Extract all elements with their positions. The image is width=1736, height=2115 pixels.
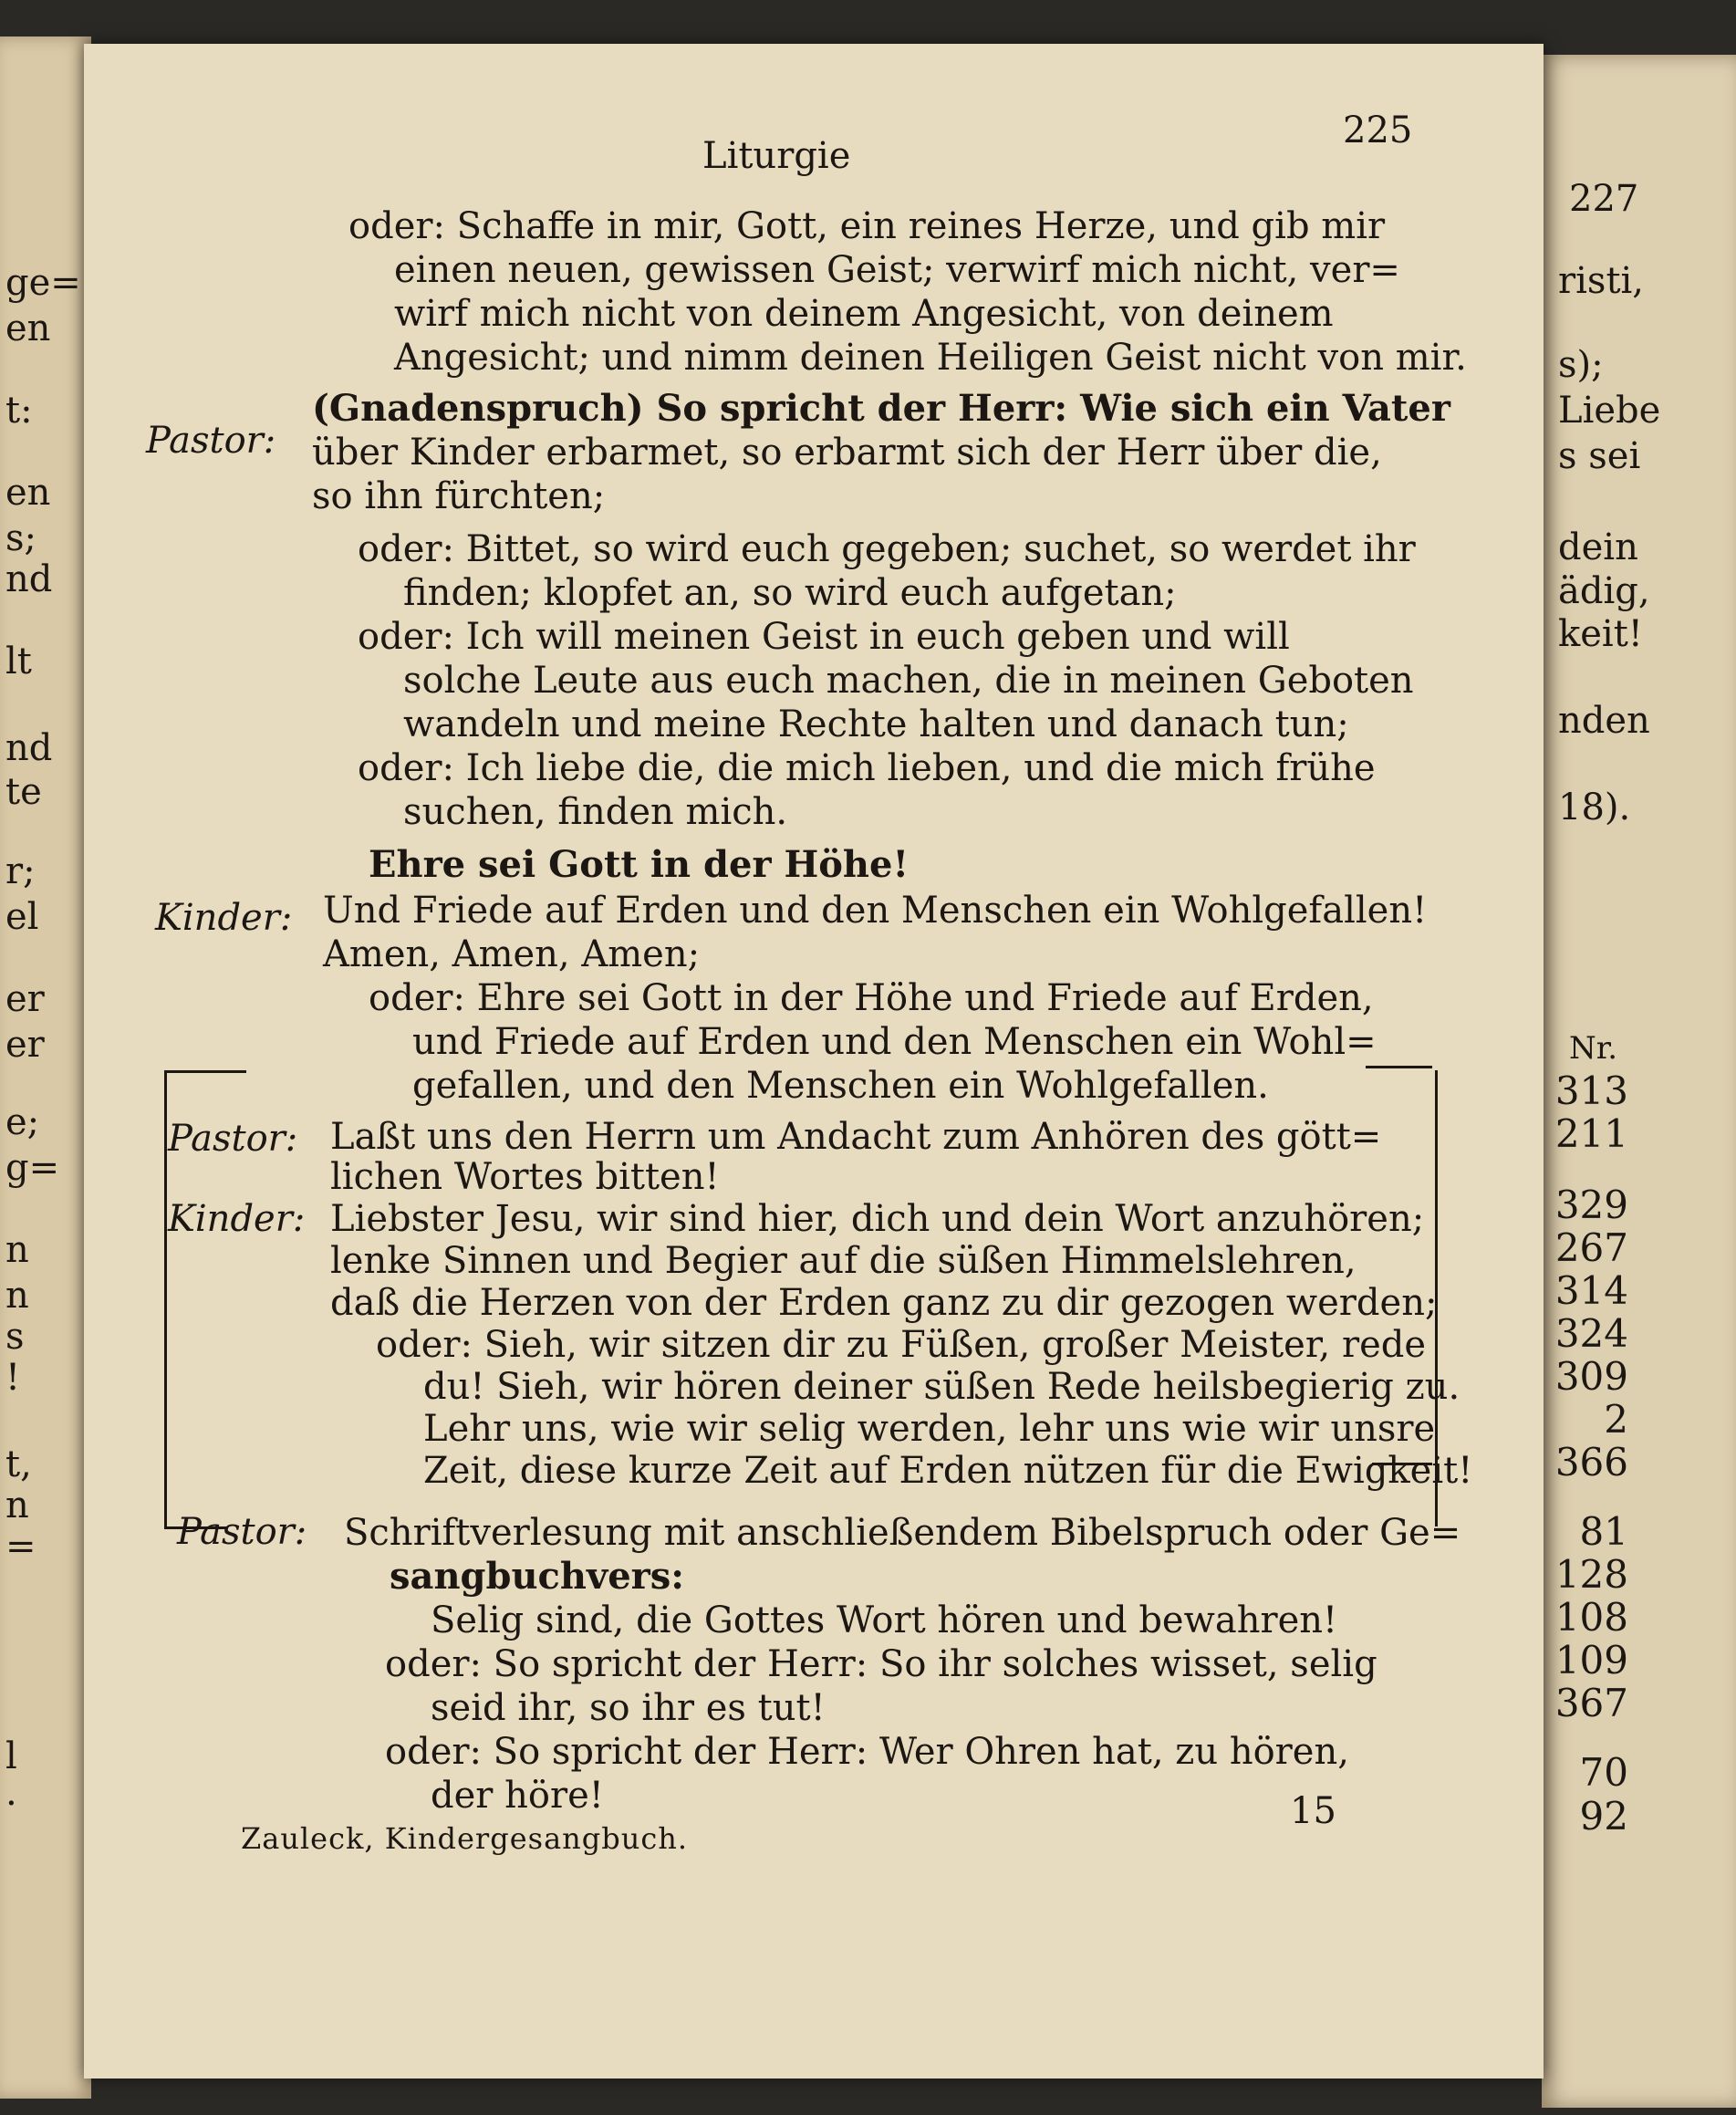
hymn-number: 128: [1554, 1552, 1628, 1597]
speaker-pastor: Pastor:: [168, 1118, 298, 1160]
liturgy-line: suchen, finden mich.: [403, 791, 788, 833]
left-fragment: lt: [5, 641, 32, 682]
hymn-number: 367: [1554, 1681, 1628, 1725]
hymn-number: 366: [1554, 1440, 1628, 1485]
liturgy-line: lichen Wortes bitten!: [330, 1156, 720, 1198]
liturgy-line: einen neuen, gewissen Geist; verwirf mich nicht, ver=: [394, 249, 1400, 291]
hymn-number: 324: [1554, 1311, 1628, 1356]
left-fragment: e;: [5, 1101, 40, 1143]
liturgy-line: über Kinder erbarmet, so erbarmt sich der Herr über die,: [312, 432, 1382, 474]
liturgy-line: seid ihr, so ihr es tut!: [431, 1687, 826, 1729]
left-fragment: er: [5, 1024, 45, 1066]
hymn-number: 329: [1554, 1183, 1628, 1227]
liturgy-heading: Ehre sei Gott in der Höhe!: [369, 843, 910, 886]
liturgy-line: Lehr uns, wie wir selig werden, lehr uns wie wir unsre: [423, 1408, 1436, 1450]
left-fragment: t:: [5, 390, 33, 432]
liturgy-line: wirf mich nicht von deinem Angesicht, von deinem: [394, 293, 1334, 335]
signature-mark: 15: [1290, 1790, 1336, 1832]
liturgy-line: oder: Ehre sei Gott in der Höhe und Friede auf Erden,: [369, 977, 1374, 1019]
hymn-number: 70: [1579, 1750, 1628, 1795]
left-fragment: l: [5, 1735, 17, 1777]
liturgy-line: Und Friede auf Erden und den Menschen ein Wohlgefallen!: [323, 890, 1428, 932]
left-fragment: nd: [5, 558, 53, 600]
left-fragment: en: [5, 307, 51, 349]
left-fragment: g=: [5, 1147, 60, 1189]
box-corner-rule: [1366, 1066, 1432, 1068]
hymn-number: 313: [1554, 1068, 1628, 1113]
left-fragment: ge=: [5, 262, 81, 304]
liturgy-line: oder: So spricht der Herr: Wer Ohren hat, zu hören,: [385, 1731, 1349, 1773]
hymn-number: 109: [1554, 1638, 1628, 1683]
liturgy-line: oder: Bittet, so wird euch gegeben; suchet, so werdet ihr: [358, 528, 1416, 570]
hymn-number: 314: [1554, 1268, 1628, 1313]
liturgy-line: oder: Ich liebe die, die mich lieben, und die mich frühe: [358, 747, 1376, 789]
main-page: [84, 44, 1544, 2079]
right-fragment: dein: [1558, 526, 1638, 568]
right-page-number: 227: [1569, 178, 1639, 220]
right-fragment: s);: [1558, 344, 1604, 386]
left-fragment: el: [5, 896, 39, 938]
left-fragment: n: [5, 1229, 29, 1271]
left-fragment: n: [5, 1485, 29, 1526]
liturgy-line: daß die Herzen von der Erden ganz zu dir gezogen werden;: [330, 1282, 1438, 1324]
liturgy-line: (Gnadenspruch) So spricht der Herr: Wie sich ein Vater: [312, 387, 1450, 430]
liturgy-line: Selig sind, die Gottes Wort hören und bewahren!: [431, 1599, 1338, 1641]
left-fragment: =: [5, 1526, 36, 1568]
left-fragment: er: [5, 978, 45, 1020]
left-fragment: r;: [5, 850, 36, 892]
left-fragment: t,: [5, 1443, 32, 1485]
right-fragment: nden: [1558, 700, 1650, 742]
liturgy-line: lenke Sinnen und Begier auf die süßen Himmelslehren,: [330, 1240, 1357, 1282]
left-page-edge: [0, 36, 91, 2099]
left-fragment: te: [5, 771, 42, 813]
liturgy-line: oder: Schaffe in mir, Gott, ein reines Herze, und gib mir: [348, 205, 1386, 247]
right-fragment: risti,: [1558, 260, 1645, 302]
left-fragment: !: [5, 1357, 21, 1399]
right-fragment: 18).: [1558, 787, 1631, 828]
liturgy-line: Schriftverlesung mit anschließendem Bibelspruch oder Ge=: [344, 1512, 1461, 1554]
hymn-number: 267: [1554, 1225, 1628, 1270]
hymn-number: 81: [1579, 1509, 1628, 1554]
liturgy-line: oder: So spricht der Herr: So ihr solches wisset, selig: [385, 1643, 1377, 1685]
hymn-number: 108: [1554, 1595, 1628, 1640]
right-fragment: ädig,: [1558, 570, 1650, 612]
left-fragment: s: [5, 1316, 25, 1358]
speaker-pastor: Pastor:: [146, 420, 276, 462]
speaker-kinder: Kinder:: [155, 897, 293, 939]
left-fragment: n: [5, 1275, 29, 1317]
box-corner-rule: [164, 1070, 246, 1073]
liturgy-line: Amen, Amen, Amen;: [323, 933, 701, 975]
left-fragment: nd: [5, 727, 53, 769]
hymn-number: 2: [1604, 1397, 1628, 1442]
box-corner-rule: [164, 1526, 228, 1529]
liturgy-line: Angesicht; und nimm deinen Heiligen Geist nicht von mir.: [394, 337, 1467, 379]
liturgy-line: der höre!: [431, 1775, 604, 1817]
page-number: 225: [1343, 109, 1413, 151]
liturgy-line: du! Sieh, wir hören deiner süßen Rede heilsbegierig zu.: [423, 1366, 1461, 1408]
liturgy-line: so ihn fürchten;: [312, 475, 606, 517]
left-fragment: .: [5, 1772, 17, 1814]
footer-note: Zauleck, Kindergesangbuch.: [241, 1821, 689, 1856]
liturgy-line: und Friede auf Erden und den Menschen ein Wohl=: [412, 1021, 1377, 1063]
liturgy-line: Laßt uns den Herrn um Andacht zum Anhören des gött=: [330, 1116, 1382, 1158]
speaker-pastor: Pastor:: [177, 1511, 307, 1553]
liturgy-line: solche Leute aus euch machen, die in meinen Geboten: [403, 660, 1414, 702]
right-fragment: s sei: [1558, 435, 1641, 477]
right-column-header: Nr.: [1569, 1030, 1618, 1067]
liturgy-line: oder: Sieh, wir sitzen dir zu Füßen, großer Meister, rede: [376, 1324, 1427, 1366]
right-fragment: keit!: [1558, 613, 1643, 655]
speaker-kinder: Kinder:: [168, 1198, 306, 1240]
liturgy-line: wandeln und meine Rechte halten und danach tun;: [403, 703, 1349, 745]
right-fragment: Liebe: [1558, 390, 1661, 432]
liturgy-line: sangbuchvers:: [390, 1555, 685, 1598]
page-header-title: Liturgie: [702, 135, 851, 177]
right-page-edge: [1542, 55, 1736, 2108]
left-fragment: s;: [5, 517, 37, 559]
left-fragment: en: [5, 472, 51, 514]
liturgy-line: finden; klopfet an, so wird euch aufgetan;: [403, 572, 1177, 614]
hymn-number: 309: [1554, 1354, 1628, 1399]
liturgy-line: gefallen, und den Menschen ein Wohlgefallen.: [412, 1065, 1269, 1107]
liturgy-line: Liebster Jesu, wir sind hier, dich und dein Wort anzuhören;: [330, 1198, 1425, 1240]
hymn-number: 92: [1579, 1794, 1628, 1839]
liturgy-line: oder: Ich will meinen Geist in euch geben und will: [358, 616, 1290, 658]
liturgy-line: Zeit, diese kurze Zeit auf Erden nützen für die Ewigkeit!: [423, 1450, 1473, 1492]
hymn-number: 211: [1554, 1111, 1628, 1156]
